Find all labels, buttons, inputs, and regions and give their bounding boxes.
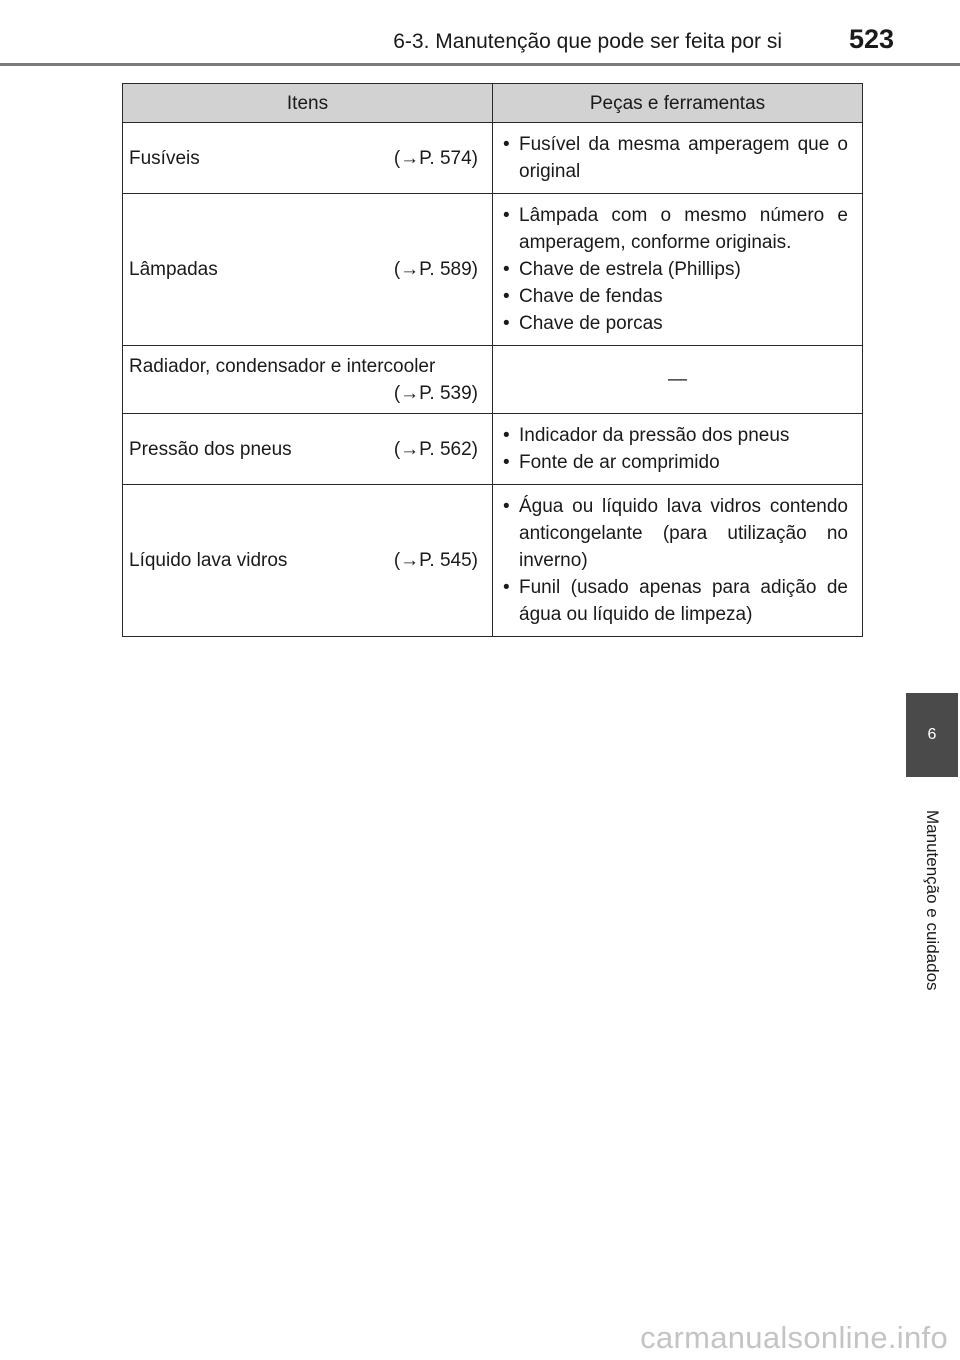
chapter-tab [906,693,958,777]
table-row [123,123,863,194]
page-number: 523 [848,24,894,54]
item-name: Lâmpadas [129,259,218,280]
tool-list-item: • Fusível da mesma amperagem que o original [499,131,848,185]
watermark: carmanualsonline.info [640,1320,948,1355]
tool-list-item: • Fonte de ar comprimido [499,449,848,476]
page-reference: (→P. 539) [393,382,478,404]
item-cell [123,123,493,194]
table-header-row [123,84,863,123]
item-name: Pressão dos pneus [129,438,292,460]
table-row [123,194,863,346]
page-reference: (→P. 562) [393,438,478,460]
tool-list-item: • Chave de fendas [499,283,848,310]
chapter-title: Manutenção e cuidados [923,809,942,991]
page-header [0,0,960,64]
chapter-label [906,780,958,1020]
tool-list-item: • Indicador da pressão dos pneus [499,422,848,449]
item-name: Fusíveis [129,147,200,169]
column-header-tools: Peças e ferramentas [493,84,863,123]
header-divider [0,63,960,66]
item-name: Radiador, condensador e intercooler [129,355,436,377]
tool-list-item: • Funil (usado apenas para adição de água ou líquido de limpeza) [499,574,848,628]
empty-dash: — [668,369,687,390]
item-cell [123,485,493,637]
item-cell [123,194,493,346]
tools-cell [493,123,863,194]
item-cell [123,346,493,414]
chapter-number: 6 [927,726,937,743]
page-reference: (→P. 574) [393,147,478,169]
section-title: 6-3. Manutenção que pode ser feita por si [393,30,782,53]
item-cell [123,414,493,485]
page-reference: (→P. 545) [393,550,478,571]
tool-list-item: • Chave de porcas [499,310,848,337]
table-row [123,485,863,637]
tool-list-item: • Água ou líquido lava vidros contendo anticongelante (para utilização no inverno) [499,493,848,574]
item-name: Líquido lava vidros [129,550,288,571]
tool-list-item: • Chave de estrela (Phillips) [499,256,848,283]
tools-cell [493,194,863,346]
table-row [123,346,863,414]
parts-tools-table [122,83,863,637]
tools-cell [493,414,863,485]
page-reference: (→P. 589) [393,259,478,280]
column-header-items: Itens [123,84,493,123]
table-row [123,414,863,485]
tools-cell [493,346,863,414]
tool-list-item: • Lâmpada com o mesmo número e amperagem, conforme originais. [499,202,848,256]
tools-cell [493,485,863,637]
